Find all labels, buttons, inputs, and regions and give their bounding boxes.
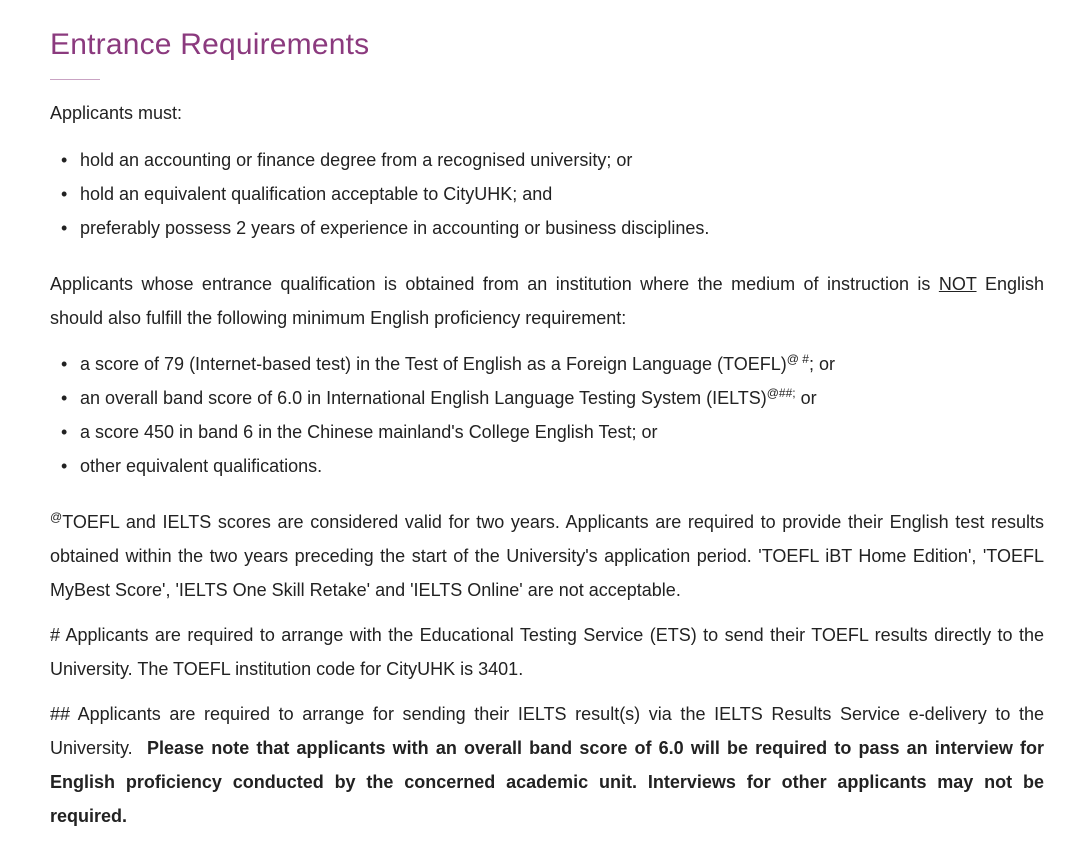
ielts-footnote (50, 697, 1044, 833)
bullet-icon: • (61, 422, 68, 442)
other-requirement: other equivalent qualifications. (80, 456, 323, 476)
ielts-footnote-text: ## Applicants are required to arrange for sending their IELTS result(s) via the IELTS Results Service e-delivery to the University. (50, 704, 1044, 758)
bullet-icon: • (61, 456, 68, 476)
english-requirements-list (50, 347, 1044, 483)
english-intro-text-end: English should also fulfill the following minimum English proficiency requirement: (50, 274, 1044, 328)
requirements-list (50, 143, 1044, 245)
bullet-icon: • (61, 354, 68, 374)
page-title: Entrance Requirements (50, 28, 370, 61)
score-validity-note (50, 505, 1044, 607)
list-item (50, 381, 1044, 415)
list-item (50, 449, 1044, 483)
requirement-text: preferably possess 2 years of experience in accounting or business disciplines. (80, 218, 710, 238)
requirement-text: hold an accounting or finance degree from a recognised university; or (80, 150, 633, 170)
toefl-requirement-tail: ; or (808, 354, 835, 374)
bullet-icon: • (61, 218, 68, 238)
list-item (50, 415, 1044, 449)
validity-note-text: TOEFL and IELTS scores are considered valid for two years. Applicants are required to provide their English test results obtained within the two years preceding the start of the University's application period. 'TOEFL iBT Home Edition', 'TOEFL MyBest Score', 'IELTS One Skill Retake' and 'IELTS Online' are not acceptable. (50, 512, 1044, 600)
ielts-footnote-marker: @##; (766, 386, 796, 400)
list-item (50, 347, 1044, 381)
bullet-icon: • (61, 388, 68, 408)
toefl-footnote-marker: @ # (786, 352, 809, 366)
list-item (50, 177, 1044, 211)
requirements-intro: Applicants must: (50, 103, 183, 123)
english-intro-text: Applicants whose entrance qualification is obtained from an institution where the medium of instruction is (50, 274, 939, 294)
requirement-text: hold an equivalent qualification acceptable to CityUHK; and (80, 184, 553, 204)
validity-footnote-marker: @ (50, 510, 63, 524)
toefl-requirement: a score of 79 (Internet-based test) in the Test of English as a Foreign Language (TOEFL) (80, 354, 787, 374)
list-item (50, 211, 1044, 245)
cet-requirement: a score 450 in band 6 in the Chinese mainland's College English Test; or (80, 422, 658, 442)
ielts-interview-notice: Please note that applicants with an overall band score of 6.0 will be required to pass an interview for English proficiency conducted by the concerned academic unit. Interviews for other applicants may not be required. (50, 738, 1044, 826)
ielts-requirement: an overall band score of 6.0 in International English Language Testing System (IELTS) (80, 388, 767, 408)
ielts-requirement-tail: or (795, 388, 817, 408)
not-emphasis: NOT (938, 274, 977, 294)
toefl-footnote: # Applicants are required to arrange with the Educational Testing Service (ETS) to send their TOEFL results directly to the University. The TOEFL institution code for CityUHK is 3401. (50, 625, 1044, 679)
list-item (50, 143, 1044, 177)
english-requirement-intro (50, 267, 1044, 335)
title-underline-rule (50, 79, 100, 80)
bullet-icon: • (61, 150, 68, 170)
bullet-icon: • (61, 184, 68, 204)
